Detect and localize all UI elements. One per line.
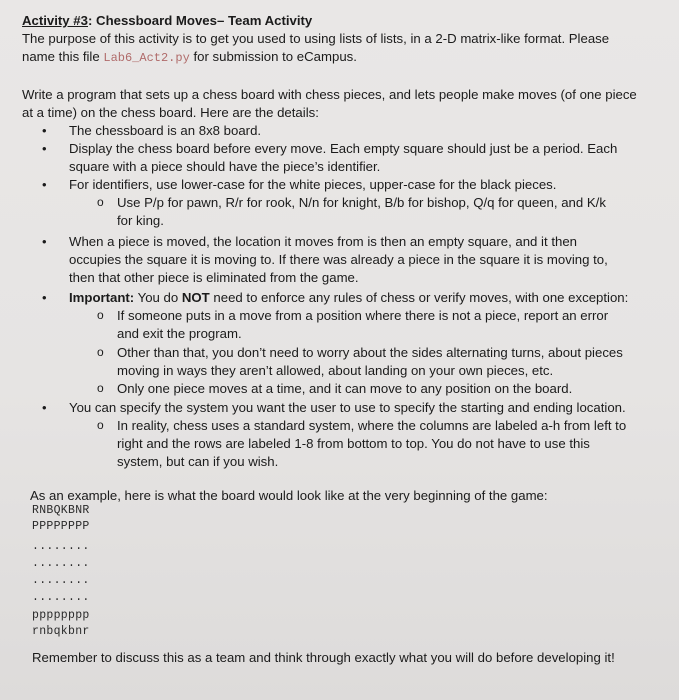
example-intro: As an example, here is what the board would look like at the very beginning of the game: bbox=[30, 488, 548, 503]
filename: Lab6_Act2.py bbox=[103, 51, 190, 65]
detail-standard-c: system, but can if you wish. bbox=[117, 454, 279, 469]
sub-bullet-icon: o bbox=[97, 308, 104, 322]
board-row: ........ bbox=[32, 540, 90, 553]
intro-line-2: at a time) on the chess board. Here are the details: bbox=[22, 105, 319, 120]
bullet-icon: • bbox=[42, 123, 47, 138]
detail-move-a: When a piece is moved, the location it moves from is then an empty square, and it then bbox=[69, 234, 577, 249]
board-row: ........ bbox=[32, 557, 90, 570]
detail-board-size: The chessboard is an 8x8 board. bbox=[69, 123, 262, 138]
activity-title: Activity #3: Chessboard Moves– Team Activity bbox=[22, 13, 313, 28]
closing-note: Remember to discuss this as a team and think through exactly what you will do before developing it! bbox=[32, 650, 615, 665]
detail-piece-letters-b: for king. bbox=[117, 213, 164, 228]
board-row: pppppppp bbox=[32, 609, 90, 622]
purpose-line-1: The purpose of this activity is to get you used to using lists of lists, in a 2-D matrix-like format. Please bbox=[22, 31, 610, 46]
bullet-icon: • bbox=[42, 177, 47, 192]
detail-move-b: occupies the square it is moving to. If there was already a piece in the square it is moving to, bbox=[69, 252, 608, 267]
detail-move-c: then that other piece is eliminated from the game. bbox=[69, 270, 359, 285]
detail-other-b: moving in ways they aren’t allowed, about landing on your own pieces, etc. bbox=[117, 363, 554, 378]
sub-bullet-icon: o bbox=[97, 345, 104, 359]
sub-bullet-icon: o bbox=[97, 195, 104, 209]
detail-identifiers: For identifiers, use lower-case for the white pieces, upper-case for the black pieces. bbox=[69, 177, 557, 192]
detail-other-a: Other than that, you don’t need to worry about the sides alternating turns, about pieces bbox=[117, 345, 623, 360]
detail-important: Important: You do NOT need to enforce any rules of chess or verify moves, with one exception: bbox=[69, 290, 629, 305]
board-row: RNBQKBNR bbox=[32, 504, 90, 517]
board-row: PPPPPPPP bbox=[32, 520, 90, 533]
board-row: rnbqkbnr bbox=[32, 625, 90, 638]
detail-display-b: square with a piece should have the piece’s identifier. bbox=[69, 159, 381, 174]
purpose-line-2: name this file Lab6_Act2.py for submission to eCampus. bbox=[22, 49, 357, 65]
bullet-icon: • bbox=[42, 290, 47, 305]
sub-bullet-icon: o bbox=[97, 418, 104, 432]
board-row: ........ bbox=[32, 574, 90, 587]
board-row: ........ bbox=[32, 591, 90, 604]
detail-display-a: Display the chess board before every move. Each empty square should just be a period. Each bbox=[69, 141, 618, 156]
bullet-icon: • bbox=[42, 400, 47, 415]
detail-piece-letters-a: Use P/p for pawn, R/r for rook, N/n for knight, B/b for bishop, Q/q for queen, and K/k bbox=[117, 195, 606, 210]
sub-bullet-icon: o bbox=[97, 381, 104, 395]
detail-one-piece: Only one piece moves at a time, and it can move to any position on the board. bbox=[117, 381, 573, 396]
bullet-icon: • bbox=[42, 141, 47, 156]
detail-error-b: and exit the program. bbox=[117, 326, 242, 341]
detail-standard-a: In reality, chess uses a standard system, where the columns are labeled a-h from left to bbox=[117, 418, 627, 433]
detail-error-a: If someone puts in a move from a position where there is not a piece, report an error bbox=[117, 308, 609, 323]
detail-system: You can specify the system you want the user to use to specify the starting and ending location. bbox=[69, 400, 626, 415]
intro-line-1: Write a program that sets up a chess board with chess pieces, and lets people make moves (of one piece bbox=[22, 87, 637, 102]
bullet-icon: • bbox=[42, 234, 47, 249]
detail-standard-b: right and the rows are labeled 1-8 from bottom to top. You do not have to use this bbox=[117, 436, 590, 451]
